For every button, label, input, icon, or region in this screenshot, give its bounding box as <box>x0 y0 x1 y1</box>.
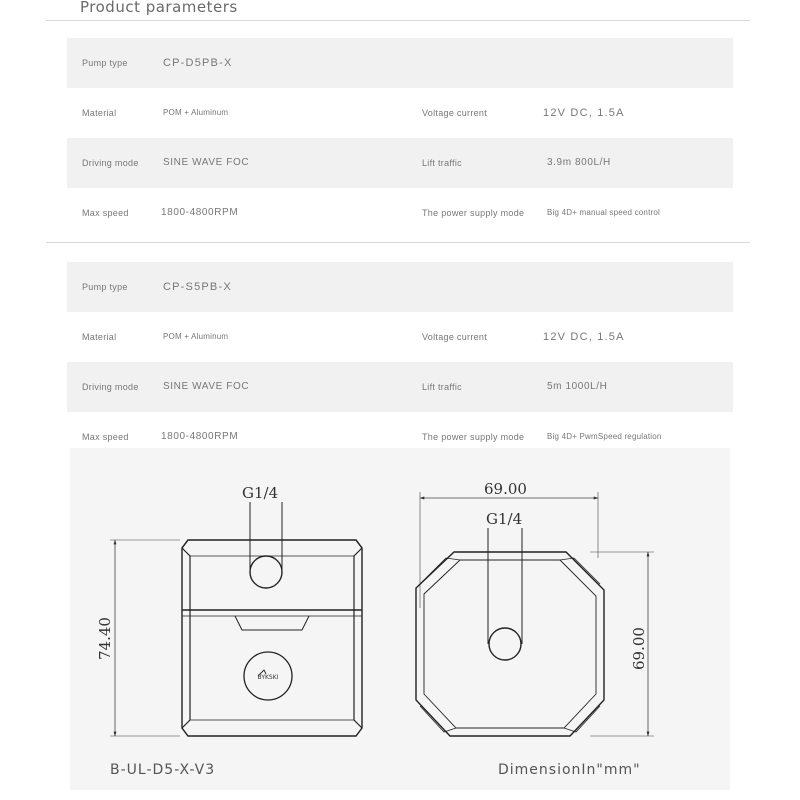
param-label: Material <box>82 332 117 342</box>
param-value: 12V DC, 1.5A <box>543 331 625 343</box>
front-view <box>110 502 362 736</box>
page-heading: Product parameters <box>80 0 238 16</box>
param-value: POM + Aluminum <box>163 108 229 117</box>
parameters-table-1 <box>67 38 733 238</box>
parameters-table-2 <box>67 262 733 462</box>
param-value: 5m 1000L/H <box>547 381 608 392</box>
param-value: 3.9m 800L/H <box>547 157 611 168</box>
divider <box>46 242 750 243</box>
param-label: Lift traffic <box>422 382 462 392</box>
table-row <box>67 38 733 88</box>
table-row <box>67 362 733 412</box>
unit-caption: DimensionIn"mm" <box>498 762 641 778</box>
table-row <box>67 262 733 312</box>
param-value: SINE WAVE FOC <box>163 381 250 392</box>
param-label: Lift traffic <box>422 158 462 168</box>
divider <box>46 20 750 21</box>
param-label: The power supply mode <box>422 432 525 442</box>
param-value: 1800-4800RPM <box>161 207 239 218</box>
param-label: Pump type <box>82 282 128 292</box>
front-thread-label: G1/4 <box>242 484 279 502</box>
depth-dimension-label: 69.00 <box>630 627 648 670</box>
height-dimension-label: 74.40 <box>96 617 114 660</box>
table-row <box>67 138 733 188</box>
param-label: Material <box>82 108 117 118</box>
dimension-drawing-svg <box>70 448 730 790</box>
table-row <box>67 188 733 238</box>
param-value: 12V DC, 1.5A <box>543 107 625 119</box>
param-value: 1800-4800RPM <box>161 431 239 442</box>
table-row <box>67 88 733 138</box>
width-dimension-label: 69.00 <box>484 480 527 498</box>
param-value: POM + Aluminum <box>163 332 229 341</box>
logo-text: BYKSKI <box>257 674 279 681</box>
side-view <box>416 492 654 736</box>
param-value: Big 4D+ PwmSpeed regulation <box>547 432 662 441</box>
side-thread-label: G1/4 <box>486 510 523 528</box>
param-value: SINE WAVE FOC <box>163 157 250 168</box>
param-label: Driving mode <box>82 158 139 168</box>
technical-drawing <box>70 448 730 790</box>
param-label: The power supply mode <box>422 208 525 218</box>
param-value: Big 4D+ manual speed control <box>547 208 660 217</box>
model-caption: B-UL-D5-X-V3 <box>110 762 216 778</box>
param-label: Voltage current <box>422 332 488 342</box>
param-label: Driving mode <box>82 382 139 392</box>
param-label: Max speed <box>82 208 129 218</box>
param-value: CP-S5PB-X <box>163 281 232 293</box>
table-row <box>67 312 733 362</box>
param-label: Pump type <box>82 58 128 68</box>
param-label: Max speed <box>82 432 129 442</box>
param-value: CP-D5PB-X <box>163 57 233 69</box>
fitting-outlet-front <box>250 556 282 588</box>
fitting-outlet-top <box>489 628 521 660</box>
param-label: Voltage current <box>422 108 488 118</box>
